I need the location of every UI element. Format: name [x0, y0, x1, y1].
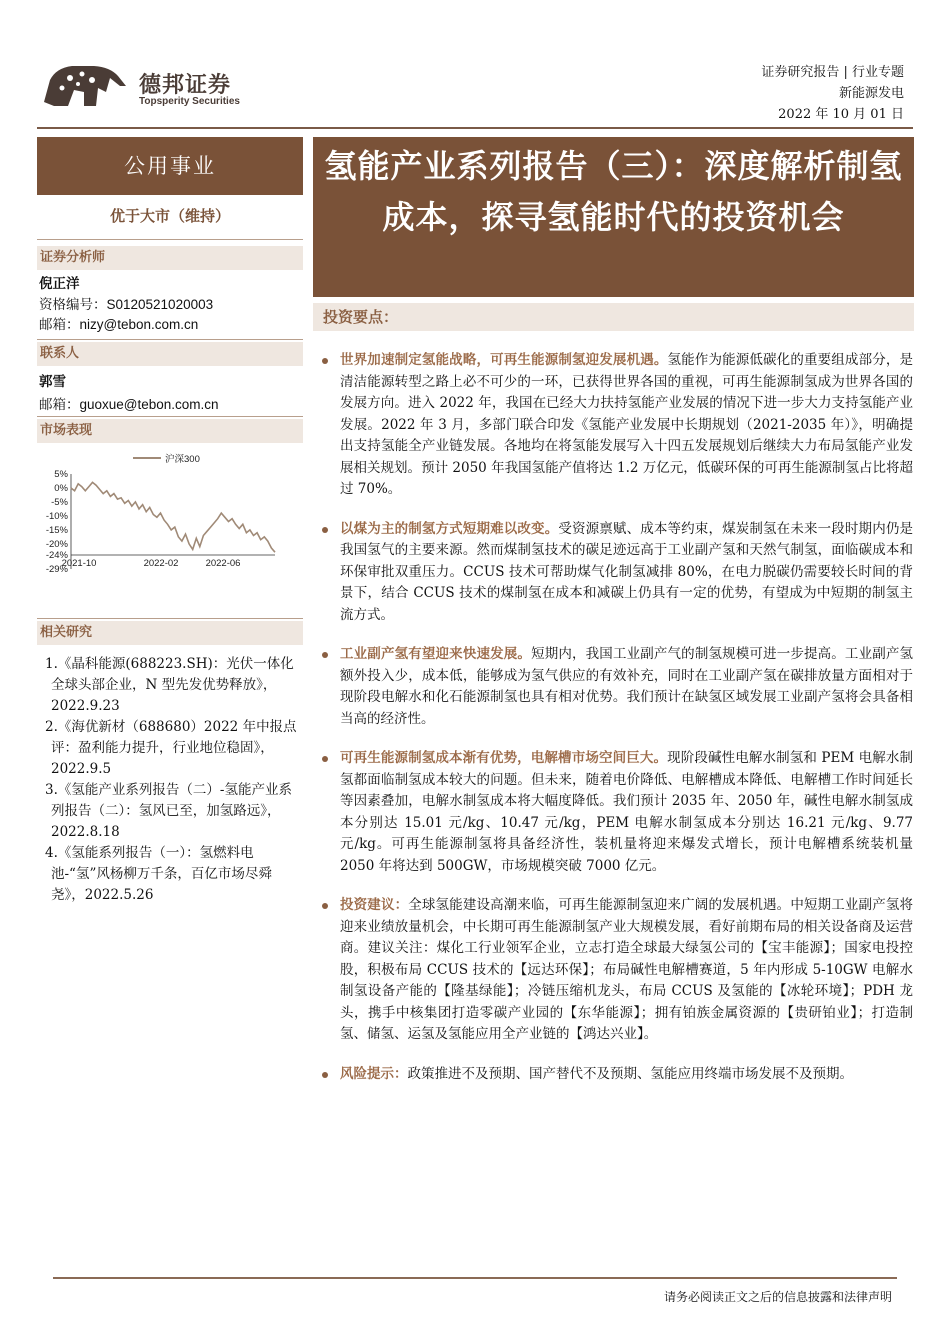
analyst-cert: 资格编号：S0120521020003 [39, 297, 214, 313]
related-section-title: 相关研究 [37, 621, 303, 645]
left-divider [37, 339, 303, 340]
related-item[interactable]: 2.《海优新材（688680）2022 年中报点评：盈利能力提升，行业地位稳固》，2022.9.5 [45, 719, 297, 777]
investment-point [318, 350, 913, 501]
y-tick-label: -24% [45, 550, 68, 562]
y-tick-label: 0% [54, 482, 68, 494]
left-divider [37, 239, 303, 240]
analyst-email-value[interactable]: nizy@tebon.com.cn [79, 317, 199, 332]
bullet-icon [322, 1072, 328, 1078]
x-tick-label: 2021-10 [61, 558, 97, 570]
report-meta [761, 62, 904, 125]
report-type: 证券研究报告 | 行业专题 [761, 65, 904, 80]
sector-label: 公用事业 [37, 137, 303, 195]
market-section-title: 市场表现 [37, 419, 303, 443]
bullet-icon [322, 358, 328, 364]
point-lead: 风险提示： [340, 1065, 408, 1082]
bullet-icon [322, 652, 328, 658]
x-tick-label: 2022-06 [205, 558, 241, 570]
y-tick-label: -29% [45, 564, 68, 575]
related-item[interactable]: 4.《氢能系列报告（一）：氢燃料电池-“氢”风杨柳万千条，百亿市场尽舜尧》，2022.5.26 [45, 845, 272, 903]
investment-point [318, 748, 913, 877]
point-lead: 世界加速制定氢能战略，可再生能源制氢迎发展机遇。 [340, 352, 668, 368]
investment-point [318, 895, 913, 1046]
y-tick-label: -5% [51, 496, 68, 508]
brand-name-en: Topsperity Securities [139, 96, 240, 107]
analyst-email: 邮箱：nizy@tebon.com.cn [39, 317, 199, 333]
point-lead: 投资建议： [340, 897, 409, 913]
investment-point [318, 644, 913, 730]
report-title: 氢能产业系列报告（三）：深度解析制氢成本，探寻氢能时代的投资机会 [313, 137, 914, 297]
related-item[interactable]: 3.《氢能产业系列报告（二）-氢能产业系列报告（二）：氢风已至，加氢路远》，2022.8.18 [45, 782, 292, 840]
investment-point [318, 519, 913, 627]
point-text: 受资源禀赋、成本等约束，煤炭制氢在未来一段时期内仍是我国氢气的主要来源。然而煤制氢技术的碳足迹远高于工业副产氢和天然气制氢，面临碳成本和环保审批双重压力。CCUS 技术可帮助煤气化制氢减排 80%，在电力脱碳仍需要较长时间的背景下，结合 CCUS 技术的煤制氢在成本和减碳上仍具有一定的优势，有望成为中短期的制氢主流方式。 [340, 520, 914, 623]
bullet-icon [322, 527, 328, 533]
point-text: 短期内，我国工业副产气的制氢规模可进一步提高。工业副产氢额外投入少，成本低，能够成为氢气供应的有效补充，同时在工业副产氢在碳排放量方面相对于现阶段电解水和化石能源制氢也具有相对优势。我们预计在缺氢区域发展工业副产氢将会具备相当高的经济性。 [340, 646, 914, 727]
rating-label: 优于大市（维持） [109, 207, 230, 225]
point-text: 氢能作为能源低碳化的重要组成部分，是清洁能源转型之路上必不可少的一环，已获得世界各国的重视，可再生能源制氢成为世界各国的发展方向。进入 2022 年，我国在已经大力扶持氢能产业发展的情况下进一步大力支持氢能产业发展。2022 年 3 月，多部门联合印发《氢能产业发展中长期规划（2021-2035 年）》，明确提出支持氢能全产业链发展。各地均在将氢能发展写入十四五发展规划后继续大力布局氢能产业发展相关规划。预计 2050 年我国氢能产值将达 1.2 万亿元，低碳环保的可再生能源制氢占比将超过 70%。 [340, 352, 914, 497]
market-performance-chart [37, 448, 303, 580]
header-divider [37, 127, 913, 129]
point-text: 政策推进不及预期、国产替代不及预期、氢能应用终端市场发展不及预期。 [407, 1065, 853, 1082]
left-divider [37, 416, 303, 417]
footer-divider [53, 1277, 897, 1279]
investment-section-title: 投资要点： [313, 303, 914, 331]
investment-point [318, 1064, 913, 1086]
bullet-icon [322, 903, 328, 909]
report-date: 2022 年 10 月 01 日 [778, 107, 904, 122]
contact-name: 郭雪 [39, 374, 66, 390]
y-tick-label: -15% [45, 524, 68, 536]
point-lead: 以煤为主的制氢方式短期难以改变。 [340, 520, 559, 537]
analyst-section-title: 证券分析师 [37, 246, 303, 270]
legend-label: 沪深300 [165, 454, 200, 465]
related-research-list [45, 654, 301, 906]
point-text: 全球氢能建设高潮来临，可再生能源制氢迎来广阔的发展机遇。中短期工业副产氢将迎来业绩放量机会，中长期可再生能源制氢产业大规模发展，看好前期布局的相关设备商及运营商。建议关注：煤化工行业领军企业，立志打造全球最大绿氢公司的【宝丰能源】；国家电投控股，积极布局 CCUS 技术的【远达环保】；布局碱性电解槽赛道，5 年内形成 5-10GW 电解水制氢设备产能的【隆基绿能】；冷链压缩机龙头，布局 CCUS 及氢能的【冰轮环境】；PDH 龙头，携手中核集团打造零碳产业园的【东华能源】；拥有铂族金属资源的【贵研铂业】；打造制氢、储氢、运氢及氢能应用全产业链的【鸿达兴业】。 [340, 897, 914, 1042]
report-subsector: 新能源发电 [838, 86, 904, 101]
y-tick-label: -20% [45, 538, 68, 550]
y-tick-label: -10% [45, 510, 68, 522]
x-tick-label: 2022-02 [143, 558, 179, 570]
brand-name: 德邦证券 [139, 73, 232, 98]
series-line-hs300 [71, 482, 275, 552]
brand-logo-icon [40, 62, 130, 108]
contact-email: 邮箱：guoxue@tebon.com.cn [39, 397, 219, 413]
contact-email-value[interactable]: guoxue@tebon.com.cn [79, 397, 219, 412]
y-tick-label: 5% [54, 469, 68, 480]
point-lead: 可再生能源制氢成本渐有优势，电解槽市场空间巨大。 [340, 750, 668, 766]
point-lead: 工业副产氢有望迎来快速发展。 [340, 646, 532, 662]
point-text: 现阶段碱性电解水制氢和 PEM 电解水制氢都面临制氢成本较大的问题。但未来，随着电价降低、电解槽成本降低、电解槽工作时间延长等因素叠加，电解水制氢成本将大幅度降低。我们预计 2035 年、2050 年，碱性电解水制氢成本分别达 15.01 元/kg、10.47 元/kg，PEM 电解水制氢成本分别达 16.21 元/kg、9.77 元/kg。可再生能源制氢将具备经济性，装机量将迎来爆发式增长，预计电解槽系统装机量 2050 年将达到 500GW，市场规模突破 7000 亿元。 [340, 750, 913, 874]
bullet-icon [322, 756, 328, 762]
left-divider [37, 618, 303, 619]
analyst-cert-value: S0120521020003 [106, 297, 214, 312]
investment-points [318, 350, 913, 1103]
footer-disclaimer: 请务必阅读正文之后的信息披露和法律声明 [663, 1290, 892, 1304]
analyst-name: 倪正洋 [39, 276, 80, 292]
related-item[interactable]: 1.《晶科能源(688223.SH)：光伏一体化全球头部企业，N 型先发优势释放》，2022.9.23 [45, 656, 294, 714]
contact-section-title: 联系人 [37, 342, 303, 366]
